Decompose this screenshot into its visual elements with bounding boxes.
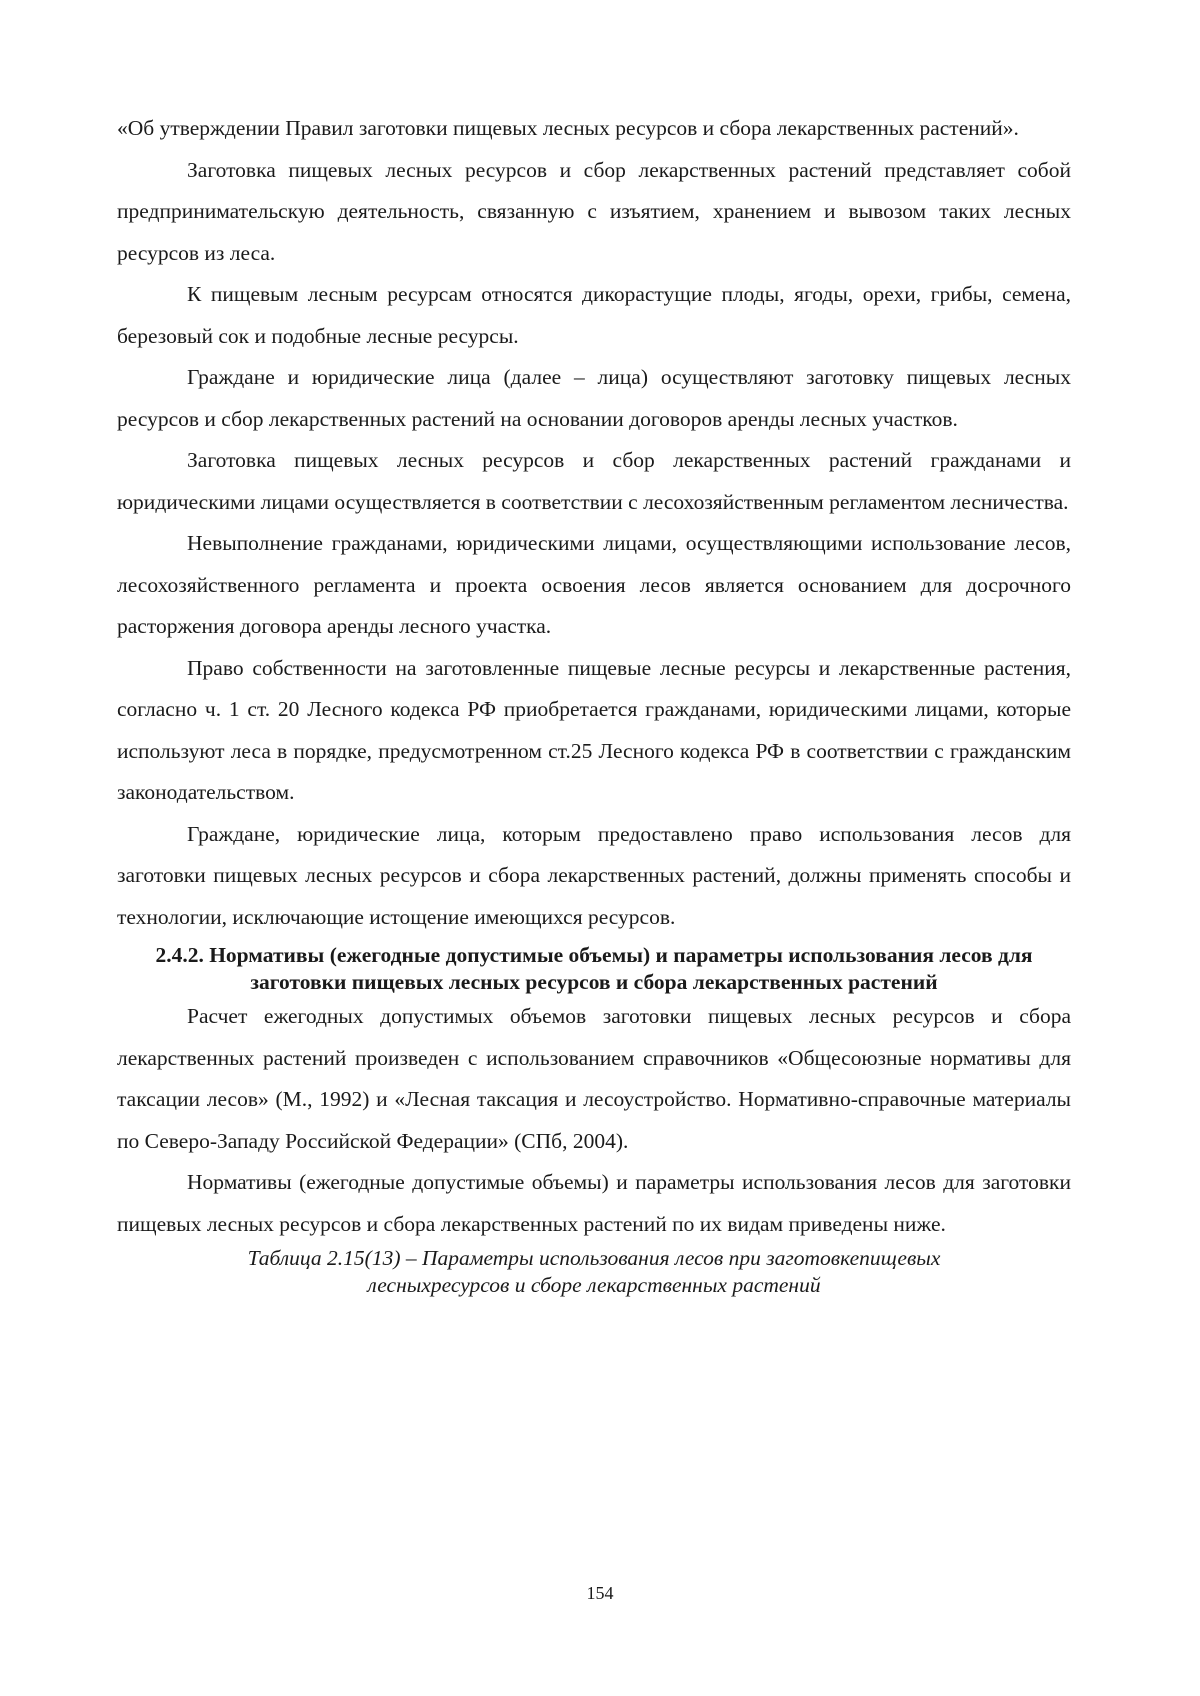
paragraph-6: Невыполнение гражданами, юридическими лицами, осуществляющими использование лесов, лесохозяйственного регламента и проекта освоения лесов является основанием для досрочного расторжения договора аренды лесного участка. xyxy=(117,531,1071,638)
section-heading: 2.4.2. Нормативы (ежегодные допустимые объемы) и параметры использования лесов для заготовки пищевых лесных ресурсов и сбора лекарственных растений xyxy=(155,943,1033,994)
paragraph-4: Граждане и юридические лица (далее – лица) осуществляют заготовку пищевых лесных ресурсов и сбор лекарственных растений на основании договоров аренды лесных участков. xyxy=(117,365,1071,431)
paragraph-7: Право собственности на заготовленные пищевые лесные ресурсы и лекарственные растения, согласно ч. 1 ст. 20 Лесного кодекса РФ приобретается гражданами, юридическими лицами, которые используют леса в порядке, предусмотренном ст.25 Лесного кодекса РФ в соответствии с гражданским законодательством. xyxy=(117,655,1071,804)
table-caption: Таблица 2.15(13) – Параметры использования лесов при заготовкепищевых лесныхресурсов и сборе лекарственных растений xyxy=(247,1246,941,1297)
paragraph-9: Расчет ежегодных допустимых объемов заготовки пищевых лесных ресурсов и сбора лекарственных растений произведен с использованием справочников «Общесоюзные нормативы для таксации лесов» (М., 1992) и «Лесная таксация и лесоустройство. Нормативно-справочные материалы по Северо-Западу Российской Федерации» (СПб, 2004). xyxy=(117,1004,1071,1153)
paragraph-5: Заготовка пищевых лесных ресурсов и сбор лекарственных растений гражданами и юридическими лицами осуществляется в соответствии с лесохозяйственным регламентом лесничества. xyxy=(117,448,1071,514)
paragraph-2: Заготовка пищевых лесных ресурсов и сбор лекарственных растений представляет собой предпринимательскую деятельность, связанную с изъятием, хранением и вывозом таких лесных ресурсов из леса. xyxy=(117,157,1071,265)
page-number: 154 xyxy=(586,1583,614,1603)
document-body xyxy=(117,108,1071,1299)
paragraph-1: «Об утверждении Правил заготовки пищевых лесных ресурсов и сбора лекарственных растений». xyxy=(117,116,1019,140)
paragraph-8: Граждане, юридические лица, которым предоставлено право использования лесов для заготовки пищевых лесных ресурсов и сбора лекарственных растений, должны применять способы и технологии, исключающие истощение имеющихся ресурсов. xyxy=(117,821,1071,929)
paragraph-3: К пищевым лесным ресурсам относятся дикорастущие плоды, ягоды, орехи, грибы, семена, березовый сок и подобные лесные ресурсы. xyxy=(117,282,1071,348)
paragraph-10: Нормативы (ежегодные допустимые объемы) и параметры использования лесов для заготовки пищевых лесных ресурсов и сбора лекарственных растений по их видам приведены ниже. xyxy=(117,1170,1071,1236)
